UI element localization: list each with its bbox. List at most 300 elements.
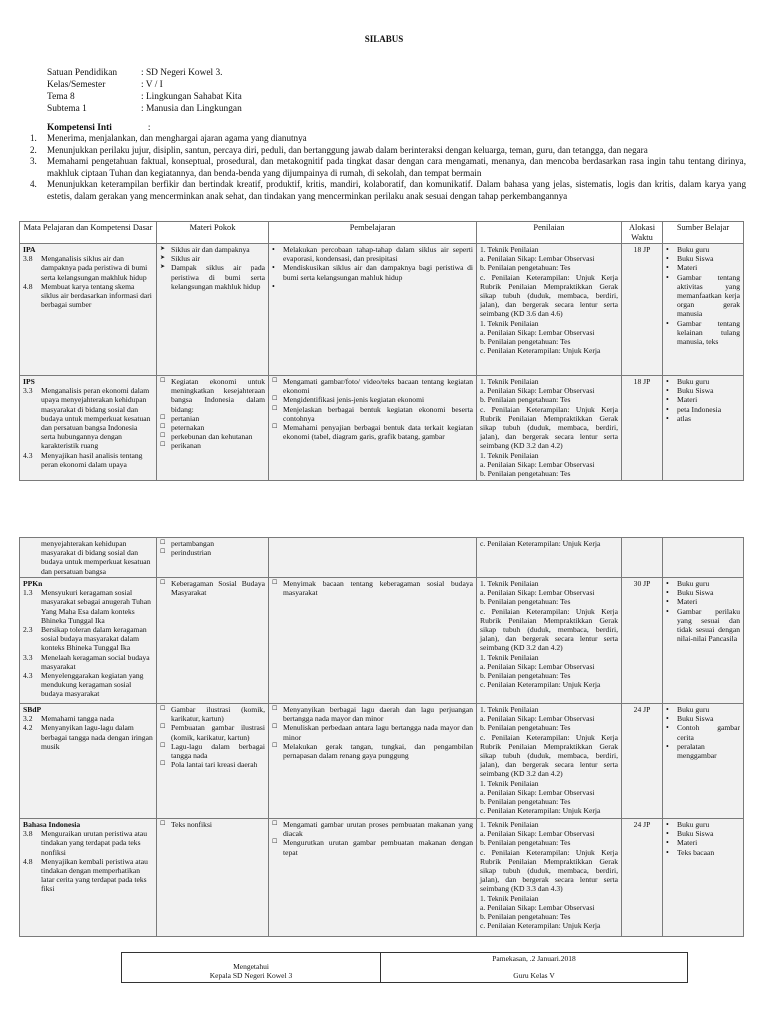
bullet-marker: ☐: [272, 405, 278, 412]
penilaian-line: 1. Teknik Penilaian: [480, 579, 539, 588]
competency-number: 2.3: [23, 625, 33, 635]
item-number: 2.: [30, 144, 37, 155]
sumber-item-text: Buku guru: [677, 820, 710, 829]
materi-item: [160, 441, 265, 450]
item-text: Menunjukkan keterampilan berfikir dan bertindak kreatif, produktif, kritis, mandiri, kolaboratif, dan komunikatif. Dalam bahasa yang jelas, sistematis, logis dan kritis, dalam karya yang estetis, dalam gerakan yang mencerminkan anak sehat, dan tindakan yang mencerminkan perilaku anak sesuai dengan tahap perkembangannya: [47, 179, 746, 201]
item-text: Menunjukkan perilaku jujur, disiplin, santun, percaya diri, peduli, dan bertanggung jawab dalam berinteraksi dengan keluarga, teman, guru, dan tetangga, dan negara: [47, 144, 648, 155]
competency-item: [23, 282, 153, 310]
alokasi-value: 18 JP: [633, 377, 651, 386]
pembelajaran-cell: [269, 578, 477, 704]
alokasi-value: 30 JP: [633, 579, 651, 588]
pembelajaran-item-text: Mendiskusikan siklus air dan dampaknya bagi peristiwa di bumi serta kelangsungan mahluk hidup: [283, 263, 473, 282]
bullet-marker: ☐: [272, 396, 278, 403]
alokasi-cell: [622, 819, 663, 937]
pembelajaran-item-text: Mengamati gambar/foto/ video/teks bacaan tentang kegiatan ekonomi: [283, 377, 473, 396]
column-header: Sumber Belajar: [663, 222, 744, 244]
item-text: Menerima, menjalankan, dan menghargai ajaran agama yang dianutnya: [47, 133, 307, 143]
column-header: Pembelajaran: [269, 222, 477, 244]
principal-signature-cell: [122, 953, 381, 983]
info-label: Kelas/Semester: [47, 80, 106, 90]
competency-text: menyejahterakan kehidupan masyarakat di bidang sosial dan budaya untuk memperkuat kesatuan dan persatuan bangsa: [41, 539, 151, 576]
bullet-marker: •: [666, 847, 669, 857]
bullet-marker: ☐: [272, 424, 278, 431]
pembelajaran-item: [272, 820, 473, 838]
pembelajaran-item-text: [283, 282, 473, 291]
materi-item-text: Lagu-lagu dalam berbagai tangga nada: [171, 741, 265, 761]
bullet-marker: ☐: [160, 742, 166, 749]
penilaian-line: a. Penilaian Sikap: Lembar Observasi: [480, 588, 595, 598]
competency-text: Menyanyikan lagu-lagu dalam berbagai tangga nada dengan iringan musik: [41, 723, 153, 751]
syllabus-table-page-2: [19, 537, 744, 937]
pembelajaran-item-text: Memahami penyajian berbagai bentuk data terkait kegiatan ekonomi (tabel, diagram garis, grafik batang, gambar: [283, 423, 473, 442]
materi-item: [160, 760, 265, 769]
table-row: [20, 704, 744, 819]
competency-item: [23, 723, 153, 751]
column-header: Materi Pokok: [157, 222, 269, 244]
bullet-marker: •: [666, 404, 669, 414]
place-date: Pamekasan, .2 Januari.2018: [492, 954, 576, 963]
sumber-item: [666, 588, 740, 597]
sumber-item: [666, 579, 740, 588]
competency-text: Mensyukuri keragaman sosial masyarakat sebagai anugerah Tuhan Yang Maha Esa dalam konteks Bhineka Tunggal Ika: [41, 588, 151, 625]
penilaian-line: c. Penilaian Keterampilan: Unjuk Kerja: [480, 921, 601, 931]
penilaian-line: b. Penilaian pengetahuan: Tes: [480, 723, 571, 733]
bullet-marker: •: [666, 318, 669, 328]
bullet-marker: ➤: [160, 264, 166, 271]
pembelajaran-item-text: Menyanyikan berbagai lagu daerah dan lagu perjuangan bertangga nada mayor dan minor: [283, 705, 473, 724]
bullet-marker: •: [666, 838, 669, 848]
materi-item-text: Dampak siklus air pada peristiwa di bumi serta kelangsungan makhluk hidup: [171, 263, 265, 291]
bullet-marker: •: [666, 588, 669, 598]
pembelajaran-item-text: Melakukan percobaan tahap-tahap dalam siklus air seperti evaporasi, kondensasi, dan presipitasi: [283, 245, 473, 264]
bullet-marker: •: [666, 579, 669, 588]
competency-continuation: [23, 539, 153, 576]
sumber-item: [666, 414, 740, 423]
competency-item: [23, 625, 153, 653]
competency-number: 4.8: [23, 281, 33, 291]
penilaian-line: a. Penilaian Sikap: Lembar Observasi: [480, 459, 595, 469]
penilaian-line: b. Penilaian pengetahuan: Tes: [480, 912, 571, 922]
penilaian-cell: [477, 578, 622, 704]
penilaian-line: c. Penilaian Keterampilan: Unjuk Kerja: [480, 680, 601, 690]
pembelajaran-item: [272, 282, 473, 291]
bullet-marker: •: [666, 272, 669, 282]
table-header-row: [20, 222, 744, 244]
bullet-marker: ☐: [160, 706, 166, 712]
subject-name: Bahasa Indonesia: [23, 820, 81, 829]
materi-item: [160, 579, 265, 597]
bullet-marker: ☐: [160, 378, 166, 384]
alokasi-cell: [622, 704, 663, 819]
bullet-marker: ☐: [160, 442, 166, 449]
materi-item-text: perkebunan dan kehutanan: [171, 432, 253, 442]
alokasi-value: 24 JP: [633, 705, 651, 714]
sumber-item: [666, 377, 740, 386]
bullet-marker: •: [666, 377, 669, 386]
pembelajaran-cell: [269, 538, 477, 578]
bullet-marker: •: [666, 263, 669, 273]
info-label: Satuan Pendidikan: [47, 68, 118, 78]
subject-name: PPKn: [23, 579, 43, 588]
info-row: [47, 79, 242, 91]
penilaian-cell: [477, 819, 622, 937]
competency-item: [23, 451, 153, 469]
penilaian-line: a. Penilaian Sikap: Lembar Observasi: [480, 787, 595, 797]
sumber-cell: [663, 244, 744, 376]
kompetensi-inti-list: [30, 133, 746, 203]
pembelajaran-item: [272, 723, 473, 741]
kompetensi-inti-item: [30, 156, 746, 179]
bullet-marker: •: [666, 829, 669, 839]
materi-item-text: Pola lantai tari kreasi daerah: [171, 760, 258, 770]
bullet-marker: •: [272, 263, 275, 273]
subject-cell: [20, 704, 157, 819]
sumber-cell: [663, 704, 744, 819]
penilaian-line: a. Penilaian Sikap: Lembar Observasi: [480, 327, 595, 337]
competency-number: 4.3: [23, 450, 33, 460]
competency-text: Menganalisis siklus air dan dampaknya pada peristiwa di bumi serta kelangsungan makhluk hidup: [41, 254, 148, 282]
competency-item: [23, 653, 153, 671]
sumber-item: [666, 405, 740, 414]
teacher-title: Guru Kelas V: [513, 971, 555, 980]
pembelajaran-item-text: Menjelaskan berbagai bentuk kegiatan ekonomi beserta contohnya: [283, 404, 473, 423]
materi-item: [160, 377, 265, 414]
column-header: Alokasi Waktu: [622, 222, 663, 244]
bullet-marker: ☐: [272, 821, 278, 827]
bullet-marker: •: [666, 395, 669, 405]
school-info: [47, 67, 242, 115]
sumber-item: [666, 848, 740, 857]
subject-name: IPA: [23, 245, 36, 254]
competency-text: Menyelenggarakan kegiatan yang mendukung keragaman sosial budaya masyarakat: [41, 671, 144, 699]
penilaian-line: c. Penilaian Keterampilan: Unjuk Kerja Rubrik Penilaian Mempraktikkan Gerak sikap tubuh (duduk, membaca, berdiri, jalan), dan bergerak secara lentur serta seimbang (KD 3.2 dan 4.2): [480, 606, 618, 653]
sumber-item-text: Teks bacaan: [677, 847, 715, 857]
penilaian-line: b. Penilaian pengetahuan: Tes: [480, 469, 571, 479]
penilaian-line: 1. Teknik Penilaian: [480, 893, 539, 903]
bullet-marker: ☐: [272, 580, 278, 586]
penilaian-line: 1. Teknik Penilaian: [480, 450, 539, 460]
sumber-item: [666, 838, 740, 847]
info-row: [47, 91, 242, 103]
sumber-item-text: Materi: [677, 597, 698, 607]
competency-number: 4.2: [23, 723, 33, 733]
alokasi-cell: [622, 244, 663, 376]
competency-item: [23, 671, 153, 699]
info-value: : Lingkungan Sahabat Kita: [141, 92, 242, 102]
sumber-item: [666, 254, 740, 263]
sumber-item-text: Gambar tentang kelainan tulang manusia, teks: [677, 318, 740, 347]
principal-ack-label: Mengetahui: [233, 962, 269, 971]
sumber-cell: [663, 578, 744, 704]
bullet-marker: •: [666, 741, 669, 751]
materi-cell: [157, 376, 269, 481]
penilaian-line: c. Penilaian Keterampilan: Unjuk Kerja Rubrik Penilaian Mempraktikkan Gerak sikap tubuh (duduk, membaca, berdiri, jalan), dan bergerak secara lentur serta seimbang (KD 3.2 dan 4.2): [480, 404, 618, 451]
pembelajaran-item-text: Melakukan gerak tangan, tungkai, dan pengambilan pernapasan dalam renang gaya punggung: [283, 741, 473, 761]
info-value: : V / I: [141, 80, 163, 90]
subject-name: SBdP: [23, 705, 42, 714]
competency-item: [23, 829, 153, 857]
pembelajaran-item-text: Mengidentifikasi jenis-jenis kegiatan ekonomi: [283, 395, 425, 405]
penilaian-line: 1. Teknik Penilaian: [480, 318, 539, 328]
competency-number: 3.3: [23, 386, 33, 396]
bullet-marker: ☐: [272, 706, 278, 712]
competency-item: [23, 857, 153, 894]
sumber-item-text: Buku Siswa: [677, 714, 714, 724]
competency-number: 3.8: [23, 254, 33, 264]
penilaian-line: c. Penilaian Keterampilan: Unjuk Kerja: [480, 539, 601, 548]
competency-item: [23, 714, 153, 723]
sumber-item-text: peralatan menggambar: [677, 741, 717, 761]
info-row: [47, 67, 242, 79]
competency-number: 3.2: [23, 714, 33, 724]
sumber-item: [666, 263, 740, 272]
sumber-item-text: Gambar perilaku yang sesuai dan tidak sesuai dengan nilai-nilai Pancasila: [677, 606, 740, 644]
sumber-item-text: Buku guru: [677, 705, 710, 714]
competency-text: Menganalisis peran ekonomi dalam upaya menyejahterakan kehidupan masyarakat di bidang sosial dan budaya untuk memperkuat kesatuan dan persatuan bangsa Indonesia serta hubungannya dengan karakteristik ruang: [41, 386, 151, 451]
document-title: SILABUS: [364, 34, 404, 44]
competency-number: 4.8: [23, 856, 33, 866]
bullet-marker: ☐: [272, 839, 278, 846]
materi-item: [160, 548, 265, 557]
penilaian-line: c. Penilaian Keterampilan: Unjuk Kerja: [480, 806, 601, 816]
alokasi-value: 24 JP: [633, 820, 651, 829]
materi-item-text: pertanian: [171, 413, 200, 423]
kompetensi-inti-item: [30, 133, 746, 145]
bullet-marker: ☐: [160, 580, 166, 586]
penilaian-cell: [477, 244, 622, 376]
alokasi-value: 18 JP: [633, 245, 651, 254]
sumber-item-text: Buku guru: [677, 377, 710, 386]
pembelajaran-cell: [269, 244, 477, 376]
materi-item-text: perindustrian: [171, 548, 212, 558]
pembelajaran-item-text: Mengamati gambar urutan proses pembuatan makanan yang diacak: [283, 820, 473, 839]
bullet-marker: •: [272, 245, 275, 254]
competency-text: Bersikap toleran dalam keragaman sosial budaya masyarakat dalam konteks Bhineka Tunggal Ika: [41, 625, 147, 653]
principal-title: Kepala SD Negeri Kowel 3: [209, 971, 293, 980]
materi-item: [160, 254, 265, 263]
penilaian-cell: [477, 376, 622, 481]
materi-item: [160, 263, 265, 291]
alokasi-cell: [622, 376, 663, 481]
penilaian-line: a. Penilaian Sikap: Lembar Observasi: [480, 254, 595, 264]
penilaian-cell: [477, 704, 622, 819]
bullet-marker: ➤: [160, 246, 166, 252]
sumber-item: [666, 607, 740, 644]
bullet-marker: ☐: [160, 821, 166, 827]
table-row: [20, 244, 744, 376]
materi-item-text: perikanan: [171, 441, 201, 451]
materi-item-text: Siklus air: [171, 254, 200, 264]
kompetensi-inti-heading: Kompetensi Inti :: [47, 123, 151, 133]
sumber-item-text: Buku Siswa: [677, 829, 714, 839]
materi-item-text: Keberagaman Sosial Budaya Masyarakat: [171, 579, 265, 598]
item-number: 1.: [30, 133, 37, 143]
sumber-item: [666, 273, 740, 319]
pembelajaran-cell: [269, 376, 477, 481]
bullet-marker: ☐: [160, 761, 166, 768]
penilaian-cell: [477, 538, 622, 578]
penilaian-line: b. Penilaian pengetahuan: Tes: [480, 838, 571, 848]
penilaian-line: b. Penilaian pengetahuan: Tes: [480, 671, 571, 681]
pembelajaran-item: [272, 742, 473, 760]
sumber-item-text: Buku Siswa: [677, 386, 714, 396]
bullet-marker: •: [666, 820, 669, 829]
penilaian-line: b. Penilaian pengetahuan: Tes: [480, 337, 571, 347]
materi-item: [160, 742, 265, 760]
bullet-marker: ➤: [160, 255, 166, 262]
pembelajaran-item: [272, 377, 473, 395]
competency-number: 3.8: [23, 829, 33, 839]
penilaian-line: a. Penilaian Sikap: Lembar Observasi: [480, 661, 595, 671]
sumber-item: [666, 820, 740, 829]
subject-name: IPS: [23, 377, 35, 386]
penilaian-line: b. Penilaian pengetahuan: Tes: [480, 395, 571, 405]
sumber-item: [666, 742, 740, 760]
penilaian-line: b. Penilaian pengetahuan: Tes: [480, 597, 571, 607]
bullet-marker: ☐: [160, 724, 166, 731]
materi-item: [160, 414, 265, 423]
pembelajaran-item: [272, 263, 473, 281]
materi-item-text: Siklus air dan dampaknya: [171, 245, 250, 254]
pembelajaran-item: [272, 405, 473, 423]
sumber-item: [666, 319, 740, 347]
sumber-item-text: Contoh gambar cerita: [677, 723, 740, 742]
item-number: 3.: [30, 156, 37, 167]
competency-number: 1.3: [23, 588, 33, 598]
materi-cell: [157, 819, 269, 937]
materi-item: [160, 432, 265, 441]
sumber-item: [666, 386, 740, 395]
bullet-marker: •: [666, 606, 669, 616]
bullet-marker: •: [666, 597, 669, 607]
materi-item: [160, 705, 265, 723]
penilaian-line: a. Penilaian Sikap: Lembar Observasi: [480, 386, 595, 396]
column-header: Mata Pelajaran dan Kompetensi Dasar: [20, 222, 157, 244]
signature-box: [121, 952, 688, 983]
materi-item-text: Kegiatan ekonomi untuk meningkatkan kesejahteraan bangsa Indonesia dalam bidang:: [171, 377, 265, 414]
pembelajaran-item-text: Menyimak bacaan tentang keberagaman sosial budaya masyarakat: [283, 579, 473, 598]
competency-number: 4.3: [23, 671, 33, 681]
bullet-marker: •: [666, 413, 669, 423]
sumber-item-text: Materi: [677, 263, 698, 273]
materi-item-text: Pembuatan gambar ilustrasi (komik, karikatur, kartun): [171, 723, 265, 742]
sumber-item-text: Buku Siswa: [677, 254, 714, 264]
penilaian-line: c. Penilaian Keterampilan: Unjuk Kerja Rubrik Penilaian Mempraktikkan Gerak sikap tubuh (duduk, membaca, berdiri, jalan), dan bergerak secara lentur serta seimbang (KD 3.3 dan 4.3): [480, 847, 618, 894]
sumber-cell: [663, 376, 744, 481]
subject-cell: [20, 244, 157, 376]
bullet-marker: ☐: [160, 549, 166, 556]
item-text: Memahami pengetahuan faktual, konseptual, prosedural, dan metakognitif pada tingkat dasar dengan cara mengamati, menanya, dan mencoba berdasarkan rasa ingin tahu tentang dirinya, makhluk ciptaan Tuhan dan kegiatannya, dan benda-benda yang dijumpainya di rumah, di sekolah, dan tempat bermain: [47, 156, 746, 178]
sumber-item: [666, 245, 740, 254]
competency-number: 3.3: [23, 652, 33, 662]
alokasi-cell: [622, 538, 663, 578]
penilaian-line: a. Penilaian Sikap: Lembar Observasi: [480, 714, 595, 724]
subject-cell: [20, 819, 157, 937]
pembelajaran-item: [272, 423, 473, 441]
penilaian-line: 1. Teknik Penilaian: [480, 778, 539, 788]
materi-item: [160, 539, 265, 548]
bullet-marker: •: [666, 386, 669, 396]
item-number: 4.: [30, 179, 37, 190]
sumber-item: [666, 723, 740, 741]
competency-text: Menyajikan kembali peristiwa atau tindakan dengan memperhatikan latar cerita yang terdapat pada teks fiksi: [41, 856, 148, 894]
competency-item: [23, 254, 153, 282]
info-label: Subtema 1: [47, 104, 87, 114]
table-row: [20, 578, 744, 704]
penilaian-line: 1. Teknik Penilaian: [480, 245, 539, 254]
sumber-item: [666, 395, 740, 404]
subject-cell: [20, 578, 157, 704]
materi-cell: [157, 578, 269, 704]
pembelajaran-item: [272, 579, 473, 597]
competency-text: Menelaah keragaman social budaya masyarakat: [41, 652, 150, 671]
table-row: [20, 819, 744, 937]
info-value: : SD Negeri Kowel 3.: [141, 68, 223, 78]
subject-cell: [20, 376, 157, 481]
bullet-marker: •: [666, 714, 669, 724]
pembelajaran-item: [272, 245, 473, 263]
pembelajaran-item-text: Menuliskan perbedaan antara lagu bertangga nada mayor dan minor: [283, 723, 473, 742]
materi-item-text: pertambangan: [171, 539, 215, 548]
kompetensi-inti-item: [30, 179, 746, 202]
sumber-item-text: Buku guru: [677, 245, 710, 254]
competency-text: Membuat karya tentang skema siklus air berdasarkan informasi dari berbagai sumber: [41, 281, 152, 310]
info-value: : Manusia dan Lingkungan: [141, 104, 242, 114]
pembelajaran-item: [272, 395, 473, 404]
competency-item: [23, 386, 153, 450]
sumber-item-text: peta Indonesia: [677, 404, 722, 414]
competency-text: Memahami tangga nada: [41, 714, 114, 724]
competency-text: Menyajikan hasil analisis tentang peran ekonomi dalam upaya: [41, 450, 143, 469]
materi-item-text: Teks nonfiksi: [171, 820, 213, 829]
materi-item: [160, 245, 265, 254]
penilaian-line: a. Penilaian Sikap: Lembar Observasi: [480, 902, 595, 912]
bullet-marker: ☐: [272, 724, 278, 731]
penilaian-line: c. Penilaian Keterampilan: Unjuk Kerja Rubrik Penilaian Mempraktikkan Gerak sikap tubuh (duduk, membaca, berdiri, jalan), dan bergerak secara lentur serta seimbang (KD 3.6 dan 4.6): [480, 272, 618, 319]
sumber-cell: [663, 538, 744, 578]
penilaian-line: c. Penilaian Keterampilan: Unjuk Kerja: [480, 346, 601, 356]
penilaian-line: b. Penilaian pengetahuan: Tes: [480, 797, 571, 807]
pembelajaran-item: [272, 838, 473, 856]
table-row: [20, 538, 744, 578]
sumber-item-text: Buku guru: [677, 579, 710, 588]
sumber-item-text: Buku Siswa: [677, 588, 714, 598]
penilaian-line: 1. Teknik Penilaian: [480, 705, 539, 714]
alokasi-cell: [622, 578, 663, 704]
table-row: [20, 376, 744, 481]
teacher-signature-cell: [381, 953, 688, 983]
materi-item-text: peternakan: [171, 423, 205, 433]
materi-item: [160, 423, 265, 432]
sumber-item: [666, 597, 740, 606]
info-row: [47, 103, 242, 115]
penilaian-line: 1. Teknik Penilaian: [480, 652, 539, 662]
penilaian-line: c. Penilaian Keterampilan: Unjuk Kerja Rubrik Penilaian Mempraktikkan Gerak sikap tubuh (duduk, membaca, berdiri, jalan), dan bergerak secara lentur serta seimbang (KD 3.2 dan 4.2): [480, 732, 618, 779]
penilaian-line: 1. Teknik Penilaian: [480, 820, 539, 829]
competency-spacer: [23, 539, 41, 576]
materi-item: [160, 820, 265, 829]
bullet-marker: ☐: [160, 414, 166, 421]
bullet-marker: ☐: [272, 378, 278, 384]
info-label: Tema 8: [47, 92, 75, 102]
materi-cell: [157, 704, 269, 819]
sumber-item-text: atlas: [677, 413, 691, 423]
bullet-marker: ☐: [160, 424, 166, 431]
subject-cell: [20, 538, 157, 578]
pembelajaran-item: [272, 705, 473, 723]
penilaian-line: a. Penilaian Sikap: Lembar Observasi: [480, 829, 595, 839]
bullet-marker: •: [666, 254, 669, 264]
